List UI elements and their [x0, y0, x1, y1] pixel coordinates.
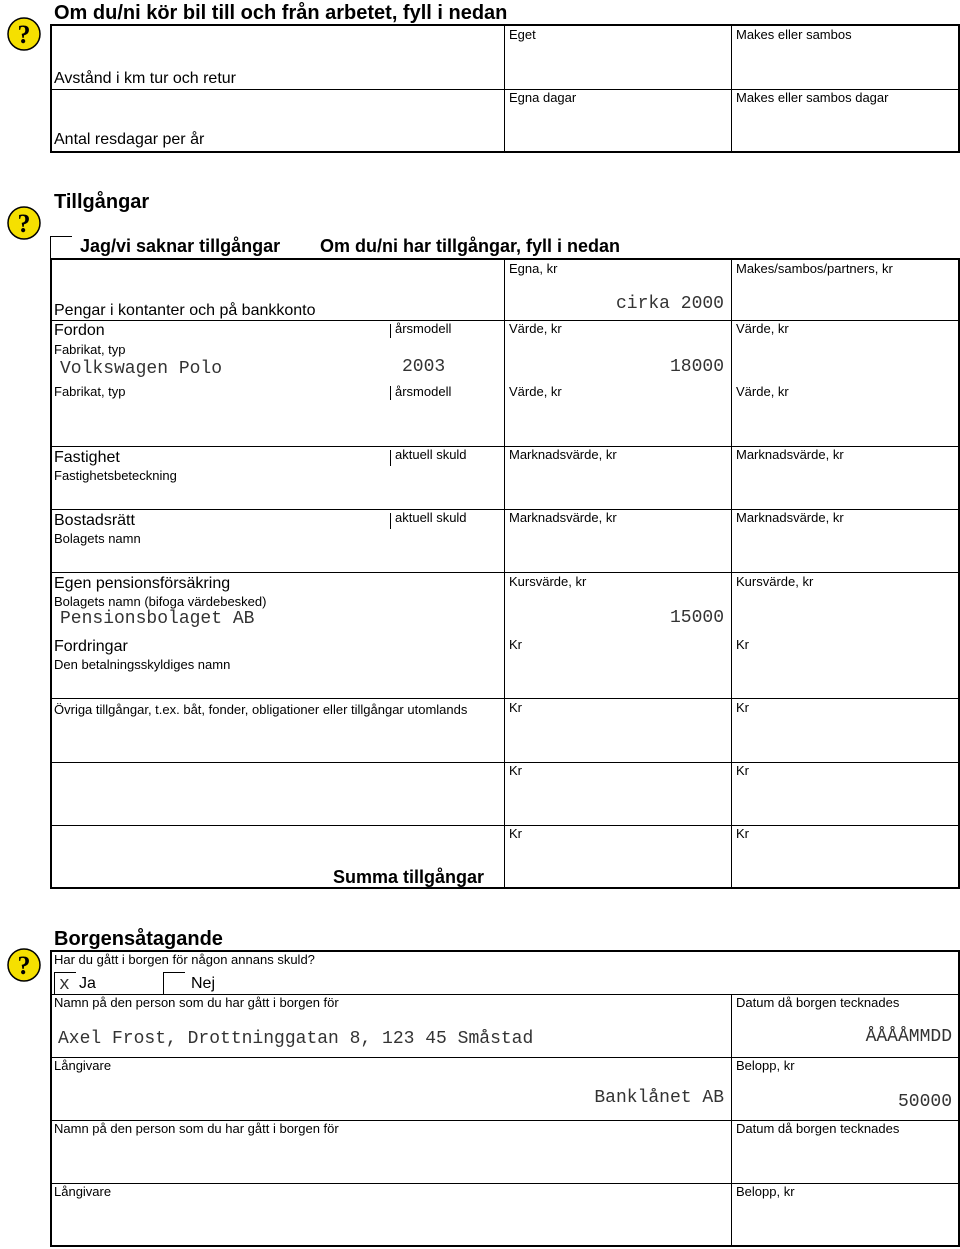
model-year-label-2: årsmodell — [395, 384, 452, 399]
value-own-label: Värde, kr — [509, 321, 562, 336]
debtor-label: Den betalningsskyldiges namn — [54, 657, 231, 672]
distance-label: Avstånd i km tur och retur — [54, 70, 236, 87]
cash-partner-input[interactable] — [732, 276, 958, 319]
section-title-commute: Om du/ni kör bil till och från arbetet, fyll i nedan — [54, 2, 508, 24]
receivables-partner-kr: Kr — [736, 637, 749, 652]
vehicle1-year[interactable]: 2003 — [402, 357, 446, 377]
vehicle1-value[interactable]: 18000 — [669, 357, 724, 377]
date1-value[interactable]: ÅÅÅÅMMDD — [865, 1027, 952, 1047]
assets-col-partner-label: Makes/sambos/partners, kr — [736, 261, 893, 276]
svg-text:?: ? — [17, 20, 31, 49]
vehicle2-make-input[interactable] — [52, 400, 388, 444]
make-type-label: Fabrikat, typ — [54, 342, 126, 357]
lender2-input[interactable] — [52, 1200, 729, 1244]
price-own-label: Kursvärde, kr — [509, 574, 587, 589]
cash-label: Pengar i kontanter och på bankkonto — [54, 302, 316, 319]
vehicle1-make[interactable]: Volkswagen Polo — [60, 359, 223, 379]
pension-company-label: Bolagets namn (bifoga värdebesked) — [54, 594, 267, 609]
model-year-label: årsmodell — [395, 321, 452, 336]
has-assets-label: Om du/ni har tillgångar, fyll i nedan — [320, 236, 621, 256]
other1-own-kr: Kr — [509, 700, 522, 715]
other2-description-input[interactable] — [52, 764, 502, 824]
lender-label-2: Långivare — [54, 1184, 112, 1199]
property-debt-label: aktuell skuld — [395, 447, 467, 462]
pension-value[interactable]: 15000 — [669, 608, 724, 628]
svg-text:?: ? — [17, 951, 31, 980]
property-id-label: Fastighetsbeteckning — [54, 468, 177, 483]
sum-own-kr: Kr — [509, 826, 522, 841]
property-id-input[interactable] — [52, 484, 388, 508]
sum-assets-label: Summa tillgångar — [333, 867, 485, 887]
other1-partner-kr: Kr — [736, 700, 749, 715]
vehicle2-value-own-input[interactable] — [505, 400, 730, 444]
guarantee-question: Har du gått i borgen för någon annans skuld? — [54, 952, 315, 967]
property-market-own-label: Marknadsvärde, kr — [509, 447, 617, 462]
lender-label: Långivare — [54, 1058, 112, 1073]
value-partner-label: Värde, kr — [736, 321, 789, 336]
col-own-days-label: Egna dagar — [509, 90, 577, 105]
association-label: Bolagets namn — [54, 531, 141, 546]
cash-own-value[interactable]: cirka 2000 — [615, 294, 724, 314]
no-checkbox[interactable] — [163, 972, 185, 994]
condo-debt-label: aktuell skuld — [395, 510, 467, 525]
amount-label-2: Belopp, kr — [736, 1184, 795, 1199]
vehicle2-value-partner-input[interactable] — [732, 400, 958, 444]
other2-own-kr: Kr — [509, 763, 522, 778]
col-partner-days-label: Makes eller sambos dagar — [736, 90, 889, 105]
condo-label: Bostadsrätt — [54, 512, 135, 529]
sum-partner-kr: Kr — [736, 826, 749, 841]
person-label: Namn på den person som du har gått i borgen för — [54, 995, 339, 1010]
pension-company[interactable]: Pensionsbolaget AB — [60, 609, 255, 629]
section-title-guarantee: Borgensåtagande — [54, 928, 223, 950]
person1-value[interactable]: Axel Frost, Drottninggatan 8, 123 45 Småstad — [58, 1029, 534, 1049]
association-input[interactable] — [52, 547, 388, 571]
days-label: Antal resdagar per år — [54, 131, 205, 148]
col-own-label: Eget — [509, 27, 536, 42]
price-partner-label: Kursvärde, kr — [736, 574, 814, 589]
pension-label: Egen pensionsförsäkring — [54, 575, 231, 592]
make-type-label-2: Fabrikat, typ — [54, 384, 126, 399]
date2-input[interactable] — [732, 1138, 958, 1182]
receivables-own-kr: Kr — [509, 637, 522, 652]
no-label: Nej — [191, 975, 216, 992]
days-own-input[interactable] — [505, 106, 730, 151]
distance-partner-input[interactable] — [732, 42, 958, 88]
other2-partner-kr: Kr — [736, 763, 749, 778]
lender1-value[interactable]: Banklånet AB — [594, 1088, 724, 1108]
property-label: Fastighet — [54, 449, 120, 466]
condo-market-own-label: Marknadsvärde, kr — [509, 510, 617, 525]
no-assets-checkbox[interactable] — [50, 236, 72, 258]
amount-label: Belopp, kr — [736, 1058, 795, 1073]
value-own-label-2: Värde, kr — [509, 384, 562, 399]
debtor-input[interactable] — [52, 673, 502, 697]
amount1-value[interactable]: 50000 — [897, 1092, 952, 1112]
svg-text:?: ? — [17, 209, 31, 238]
amount2-input[interactable] — [732, 1200, 958, 1244]
other-assets-label: Övriga tillgångar, t.ex. båt, fonder, obligationer eller tillgångar utomlands — [54, 702, 468, 717]
date-label-2: Datum då borgen tecknades — [736, 1121, 900, 1136]
col-partner-label: Makes eller sambos — [736, 27, 852, 42]
no-assets-label: Jag/vi saknar tillgångar — [80, 236, 281, 256]
yes-label: Ja — [79, 975, 96, 992]
help-icon[interactable] — [6, 947, 42, 983]
value-partner-label-2: Värde, kr — [736, 384, 789, 399]
distance-own-input[interactable] — [505, 42, 730, 88]
section-title-assets: Tillgångar — [54, 191, 150, 213]
receivables-label: Fordringar — [54, 638, 128, 655]
help-icon[interactable] — [6, 16, 42, 52]
property-market-partner-label: Marknadsvärde, kr — [736, 447, 844, 462]
yes-checkbox-mark: x — [59, 975, 70, 995]
vehicle-label: Fordon — [54, 322, 105, 339]
date-label: Datum då borgen tecknades — [736, 995, 900, 1010]
days-partner-input[interactable] — [732, 106, 958, 151]
condo-market-partner-label: Marknadsvärde, kr — [736, 510, 844, 525]
help-icon[interactable] — [6, 205, 42, 241]
assets-col-own-label: Egna, kr — [509, 261, 558, 276]
person-label-2: Namn på den person som du har gått i borgen för — [54, 1121, 339, 1136]
vehicle2-year-input[interactable] — [392, 400, 502, 444]
person2-input[interactable] — [52, 1138, 729, 1182]
